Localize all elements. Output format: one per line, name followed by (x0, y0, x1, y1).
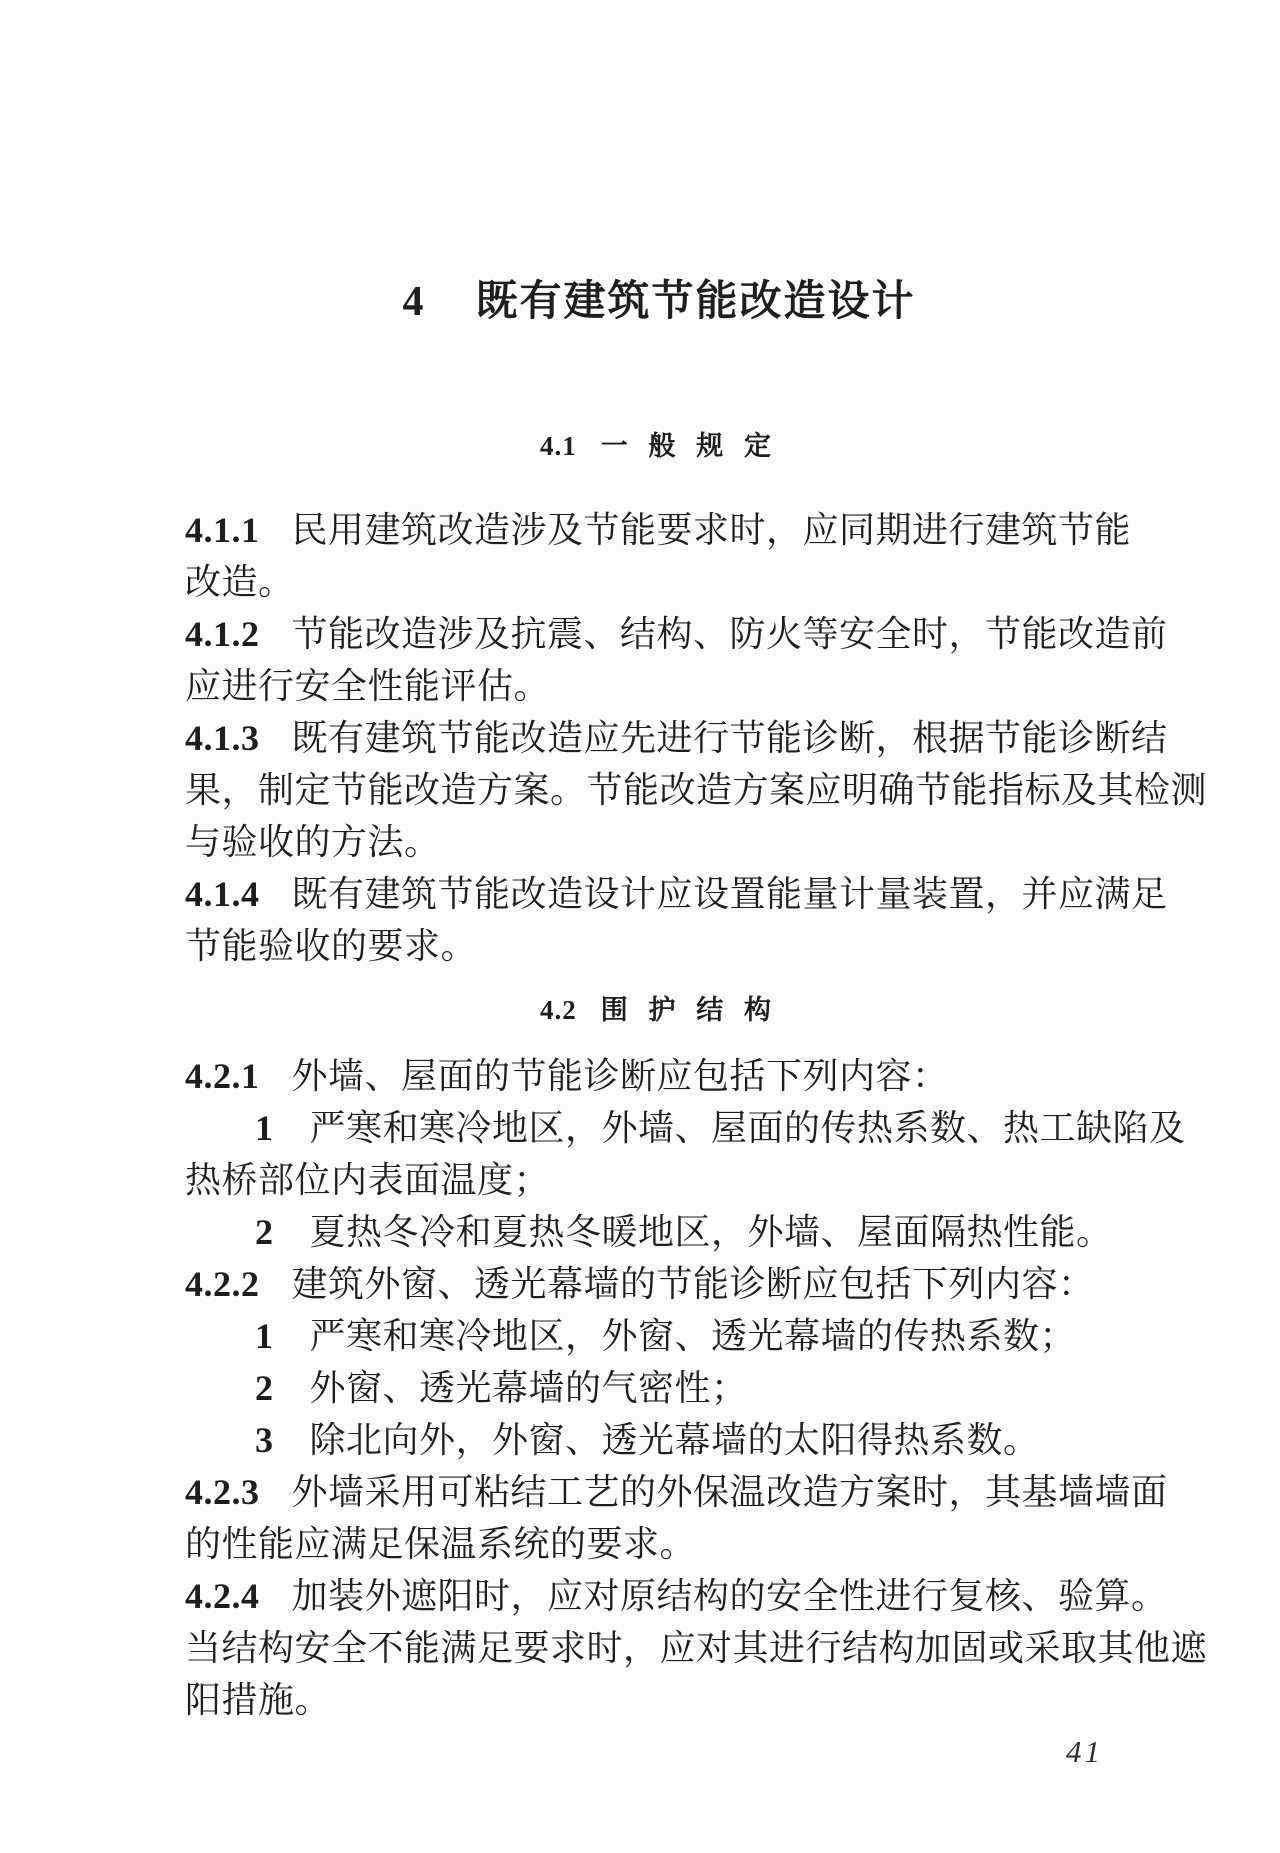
continuation-line (185, 816, 1133, 868)
continuation-line (185, 556, 1133, 608)
clause-text: 加装外遮阳时，应对原结构的安全性进行复核、验算。 (291, 1576, 1168, 1616)
section-title-text: 一 般 规 定 (600, 431, 778, 461)
section-heading-4-2 (185, 988, 1133, 1027)
section-number: 4.2 (540, 995, 577, 1025)
clause-line (185, 608, 1168, 660)
clause-line (185, 712, 1168, 764)
list-item-line (185, 1362, 1133, 1414)
list-item-line (185, 1414, 1133, 1466)
section-4-2-body (185, 1050, 1208, 1726)
item-number: 2 (255, 1212, 274, 1252)
item-number: 2 (255, 1368, 274, 1408)
clause-number: 4.2.3 (185, 1472, 260, 1512)
clause-text: 节能验收的要求。 (185, 926, 478, 966)
section-4-1-body (185, 504, 1208, 972)
continuation-line (185, 1154, 1133, 1206)
item-number: 1 (255, 1316, 274, 1356)
clause-line (185, 868, 1168, 920)
continuation-line (185, 764, 1208, 816)
clause-text: 当结构安全不能满足要求时，应对其进行结构加固或采取其他遮 (185, 1628, 1208, 1668)
chapter-number: 4 (402, 279, 426, 325)
section-number: 4.1 (540, 431, 577, 461)
clause-text: 外墙采用可粘结工艺的外保温改造方案时，其基墙墙面 (291, 1472, 1168, 1512)
item-text: 热桥部位内表面温度； (185, 1160, 551, 1200)
clause-text: 改造。 (185, 562, 295, 602)
list-item-line (185, 1206, 1133, 1258)
chapter-title (185, 268, 1133, 328)
clause-number: 4.2.2 (185, 1264, 260, 1304)
item-text: 外窗、透光幕墙的气密性； (309, 1368, 748, 1408)
clause-line (185, 1466, 1168, 1518)
continuation-line (185, 920, 1133, 972)
clause-text: 阳措施。 (185, 1680, 332, 1720)
continuation-line (185, 660, 1133, 712)
clause-number: 4.1.2 (185, 614, 260, 654)
list-item-line (185, 1102, 1186, 1154)
continuation-line (185, 1518, 1133, 1570)
clause-number: 4.2.4 (185, 1576, 260, 1616)
section-heading-4-1 (185, 424, 1133, 463)
clause-text: 既有建筑节能改造设计应设置能量计量装置，并应满足 (291, 874, 1168, 914)
continuation-line (185, 1674, 1133, 1726)
clause-text: 既有建筑节能改造应先进行节能诊断，根据节能诊断结 (291, 718, 1168, 758)
clause-text: 的性能应满足保温系统的要求。 (185, 1524, 697, 1564)
clause-text: 节能改造涉及抗震、结构、防火等安全时，节能改造前 (291, 614, 1168, 654)
clause-text: 果，制定节能改造方案。节能改造方案应明确节能指标及其检测 (185, 770, 1208, 810)
clause-text: 民用建筑改造涉及节能要求时，应同期进行建筑节能 (291, 510, 1132, 550)
item-text: 严寒和寒冷地区，外墙、屋面的传热系数、热工缺陷及 (309, 1108, 1186, 1148)
item-text: 夏热冬冷和夏热冬暖地区，外墙、屋面隔热性能。 (309, 1212, 1113, 1252)
item-number: 3 (255, 1420, 274, 1460)
clause-number: 4.1.1 (185, 510, 260, 550)
clause-line (185, 1050, 1133, 1102)
list-item-line (185, 1310, 1133, 1362)
page-number: 41 (1066, 1734, 1103, 1769)
clause-text: 应进行安全性能评估。 (185, 666, 551, 706)
clause-line (185, 1258, 1133, 1310)
clause-number: 4.1.3 (185, 718, 260, 758)
item-text: 严寒和寒冷地区，外窗、透光幕墙的传热系数； (309, 1316, 1077, 1356)
clause-number: 4.2.1 (185, 1056, 260, 1096)
clause-text: 与验收的方法。 (185, 822, 441, 862)
clause-number: 4.1.4 (185, 874, 260, 914)
clause-line (185, 1570, 1168, 1622)
item-text: 除北向外，外窗、透光幕墙的太阳得热系数。 (309, 1420, 1040, 1460)
clause-line (185, 504, 1133, 556)
clause-text: 建筑外窗、透光幕墙的节能诊断应包括下列内容： (291, 1264, 1095, 1304)
clause-text: 外墙、屋面的节能诊断应包括下列内容： (291, 1056, 949, 1096)
chapter-title-text: 既有建筑节能改造设计 (475, 279, 916, 325)
item-number: 1 (255, 1108, 274, 1148)
continuation-line (185, 1622, 1208, 1674)
section-title-text: 围 护 结 构 (600, 995, 778, 1025)
